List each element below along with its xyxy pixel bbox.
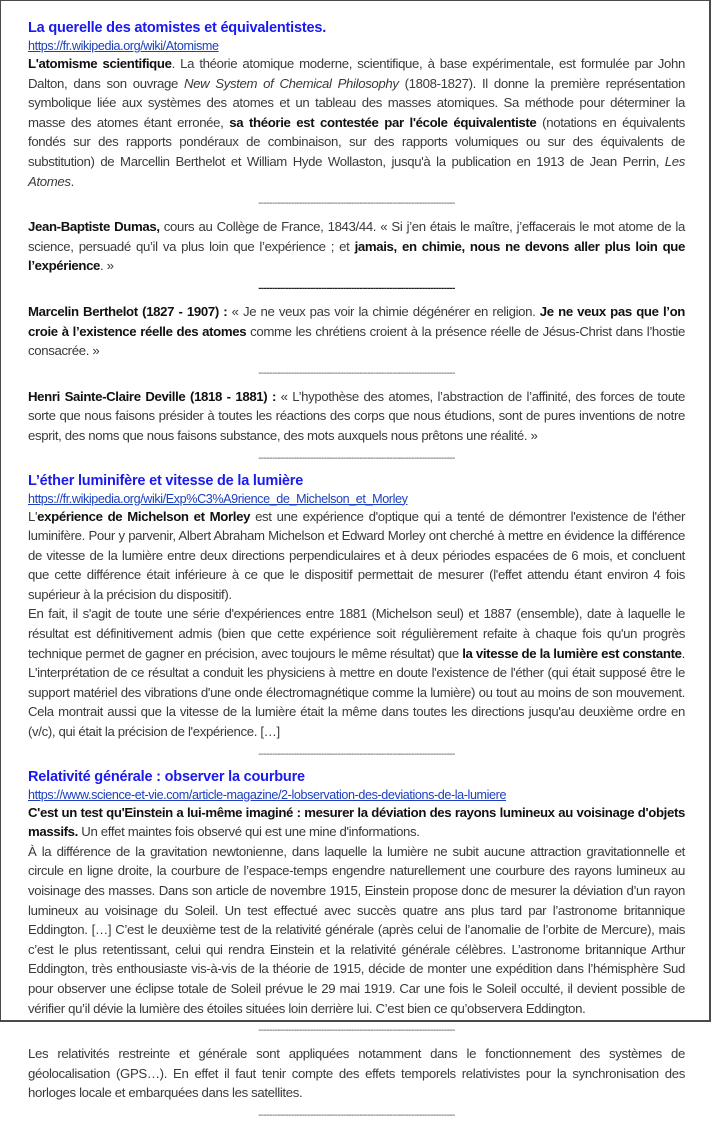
quote-dumas: [28, 217, 685, 276]
section-title-relativity: Relativité générale : observer la courbure: [28, 768, 305, 785]
separator: ------------------------------------------------------------------------: [258, 452, 455, 464]
bold-text: jamais, en chimie, nous ne devons aller plus loin que l’expérience: [28, 238, 685, 274]
paragraph-gps: [28, 1044, 685, 1103]
italic-text: Les Atomes: [28, 153, 685, 189]
separator: ------------------------------------------------------------------------: [258, 198, 455, 210]
text: . »: [100, 258, 114, 274]
text: . La théorie atomique moderne, scientifique, à base expérimentale, est formulée par John Dalton, dans son ouvrage: [28, 56, 685, 91]
bold-text: la vitesse de la lumière est constante: [462, 645, 682, 661]
text: « Je ne veux pas voir la chimie dégénérer en religion.: [227, 303, 540, 319]
section-title-atomism: La querelle des atomistes et équivalentistes.: [28, 20, 327, 36]
text: (1808-1827). Il donne la première représentation symbolique liée aux systèmes des atomes et un tableau des masses atomiques. Sa méthode pour déterminer la masse des atomes étant erronée,: [28, 75, 685, 130]
text: . L'interprétation de ce résultat a conduit les physiciens à mettre en doute l'existence de l'éther (qui était supposé être le support matériel des vibrations d'une onde électromagnétique comme la lumière) ou tout au moins de son mouvement. Cela montrait aussi que la vitesse de la lumière était la même dans toutes les directions jusqu'au deuxième ordre en (v/c), qui était la précision de l'expérience. […]: [28, 645, 685, 740]
bold-text: sa théorie est contestée par l'école équivalentiste: [229, 114, 537, 130]
link-atomisme[interactable]: https://fr.wikipedia.org/wiki/Atomisme: [28, 39, 219, 53]
text: est une expérience d'optique qui a tenté de démontrer l'existence de l'éther luminifère. Pour y parvenir, Albert Abraham Michelson et Edward Morley ont cherché à mettre en évidence la différence de vitesse de la lumière entre deux directions perpendiculaires et à deux périodes espacées de 6 mois, et concluent que cette différence était inférieure à ce que le dispositif permettait de mesurer (l'effet attendu étant environ 4 fois supérieur à la précision du dispositif).: [28, 508, 685, 602]
separator: ------------------------------------------------------------------------: [258, 1025, 455, 1037]
bold-text: Je ne veux pas que l’on croie à l’existence réelle des atomes: [28, 303, 686, 339]
text: (notations en équivalents fondés sur des rapports pondéraux de combinaison, sur des rapports volumiques ou sur des équivalents de substitution) de Marcellin Berthelot et William Hyde Wollaston, jusqu'à la publication en 1913 de Jean Perrin,: [28, 114, 685, 169]
bold-text: Marcelin Berthelot (1827 - 1907) :: [28, 303, 228, 319]
paragraph-relativity-1: [28, 803, 685, 842]
separator: ------------------------------------------------------------------------: [258, 282, 455, 294]
bold-text: L'atomisme scientifique: [28, 56, 172, 71]
paragraph-ether-1: [28, 507, 685, 605]
italic-text: New System of Chemical Philosophy: [183, 75, 399, 91]
paragraph-relativity-2: [28, 842, 685, 1018]
link-science-et-vie[interactable]: https://www.science-et-vie.com/article-magazine/2-lobservation-des-deviations-de-la-lumiere: [28, 787, 507, 802]
bold-text: Henri Sainte-Claire Deville (1818 - 1881) :: [28, 388, 277, 404]
separator: ------------------------------------------------------------------------: [258, 748, 455, 760]
separator: ------------------------------------------------------------------------: [258, 1109, 455, 1121]
paragraph-ether-2: [28, 604, 685, 741]
bold-text: C'est un test qu'Einstein a lui-même imaginé : mesurer la déviation des rayons lumineux au voisinage d'objets massifs.: [28, 804, 685, 840]
quote-deville: [28, 387, 685, 446]
section-title-ether: L’éther luminifère et vitesse de la lumière: [28, 472, 304, 489]
text: L': [28, 508, 38, 524]
separator: ------------------------------------------------------------------------: [258, 367, 455, 379]
bold-text: Jean-Baptiste Dumas,: [28, 219, 160, 235]
text: cours au Collège de France, 1843/44. « Si j’en étais le maître, j’effacerais le mot atome de la science, persuadé qu’il va plus loin que l’expérience ; et: [28, 219, 686, 254]
text: Les relativités restreinte et générale sont appliquées notamment dans le fonctionnement des systèmes de géolocalisation (GPS…). En effet il faut tenir compte des effets temporels relativistes pour la synchronisation des horloges locale et embarquées dans les satellites.: [28, 1046, 685, 1101]
text: « L’hypothèse des atomes, l’abstraction de l’affinité, des forces de toute sorte que nous faisons présider à toutes les réactions des corps que nous étudions, sont de pures inventions de notre esprit, des noms que nous faisons substance, des mots auxquels nous prêtons une réalité. »: [28, 388, 685, 443]
text: En fait, il s'agit de toute une série d'expériences entre 1881 (Michelson seul) et 1887 (ensemble), date à laquelle le résultat est définitivement admis (bien que cette expérience soit régulièrement refaite à chaque fois qu'un progrès technique permet de gagner en précision, avec toujours le même résultat) que: [28, 606, 685, 661]
text: À la différence de la gravitation newtonienne, dans laquelle la lumière ne subit aucune attraction gravitationnelle et circule en ligne droite, la courbure de l’espace-temps engendre naturellement une courbure des rayons lumineux au voisinage des masses. Dans son article de novembre 1915, Einstein propose donc de mesurer la déviation d’un rayon lumineux au voisinage du Soleil. Un test effectué avec succès quatre ans plus tard par l’astronome britannique Eddington. […] C’est le deuxième test de la relativité générale (après celui de l’anomalie de l’orbite de Mercure), mais c’est le plus retentissant, celui qui rendra Einstein et la relativité générale célèbres. L’astronome britannique Arthur Eddington, très enthousiaste vis-à-vis de la théorie de 1915, décide de monter une expédition dans l’hémisphère Sud pour observer une éclipse totale de Soleil prévue le 29 mai 1919. Car une fois le Soleil occulté, il devient possible de vérifier qu’il dévie la lumière des étoiles situées loin derrière lui. C’est bien ce qu’observera Eddington.: [28, 843, 685, 1016]
document-content: [28, 19, 685, 1129]
quote-berthelot: [28, 302, 685, 361]
bold-text: expérience de Michelson et Morley: [37, 508, 251, 524]
paragraph-atomism: [28, 54, 685, 191]
link-michelson-morley[interactable]: https://fr.wikipedia.org/wiki/Exp%C3%A9rience_de_Michelson_et_Morley: [28, 491, 408, 506]
text: comme les chrétiens croient à la présence réelle de Jésus-Christ dans l’hostie consacrée. »: [28, 323, 685, 359]
text: Un effet maintes fois observé qui est une mine d'informations.: [77, 824, 420, 840]
text: .: [70, 173, 74, 189]
